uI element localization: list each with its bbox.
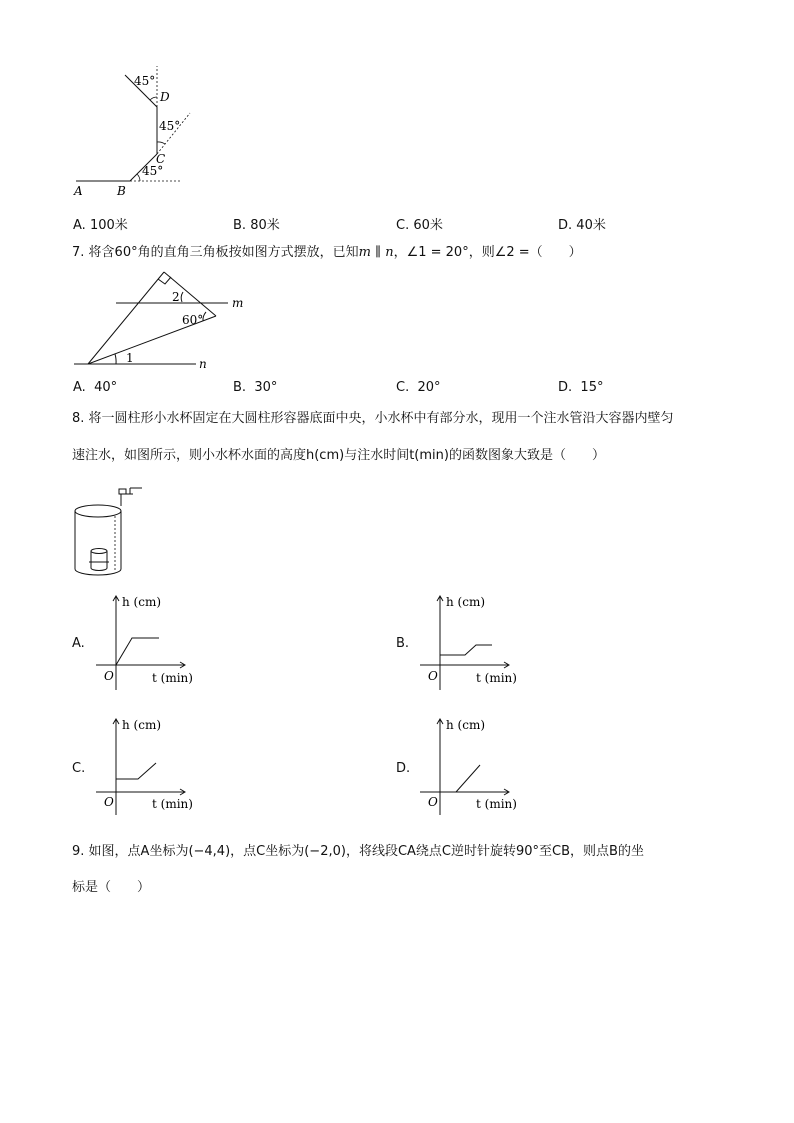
q8-graph-d-xlabel: t (min): [476, 797, 517, 811]
q6-option-text: 60米: [413, 218, 443, 233]
q8-graph-b-letter[interactable]: B.: [396, 636, 410, 651]
q8-line1: 将一圆柱形小水杯固定在大圆柱形容器底面中央，小水杯中有部分水，现用一个注水管沿大容器内壁匀: [88, 411, 674, 426]
q7-option-text: 30°: [254, 380, 278, 395]
q6-angle-mid: 45°: [159, 119, 181, 133]
q7-stem-part1: 将含60°角的直角三角板按如图方式摆放，已知: [88, 245, 359, 260]
q7-figure: [70, 268, 260, 373]
q6-option-letter: B.: [233, 218, 247, 233]
q8-number: 8.: [72, 411, 85, 426]
q8-graph-c-letter[interactable]: C.: [72, 761, 86, 776]
q6-option-b[interactable]: [233, 214, 280, 233]
q8-stem-line2: 速注水，如图所示，则小水杯水面的高度h(cm)与注水时间t(min)的函数图象大致是（ ）: [72, 448, 605, 463]
q7-option-text: 40°: [94, 380, 118, 395]
q7-option-b[interactable]: [233, 380, 277, 395]
q6-angle-top: 45°: [134, 74, 156, 88]
q6-option-a[interactable]: [73, 214, 128, 233]
q7-option-letter: B.: [233, 380, 247, 395]
q6-option-text: 80米: [250, 218, 280, 233]
q8-graph-d-letter[interactable]: D.: [396, 761, 411, 776]
q7-label-2: 2: [172, 290, 180, 304]
q7-stem: [72, 244, 582, 262]
q8-graph-b-origin: O: [428, 669, 438, 683]
q6-option-letter: A.: [73, 218, 86, 233]
q6-point-d: D: [160, 90, 170, 104]
q6-option-text: 40米: [576, 218, 606, 233]
q8-graph-d-ylabel: h (cm): [446, 718, 486, 732]
q7-option-a[interactable]: [73, 380, 117, 395]
q6-point-b: B: [117, 184, 126, 198]
q8-graph-c-ylabel: h (cm): [122, 718, 162, 732]
q8-graph-b[interactable]: [416, 590, 526, 692]
q9-stem-line1: [72, 843, 644, 861]
q7-number: 7.: [72, 245, 85, 260]
q6-option-letter: D.: [558, 218, 573, 233]
q6-point-c: C: [156, 152, 166, 166]
q7-label-n: n: [199, 357, 207, 371]
q6-option-text: 100米: [89, 218, 128, 233]
q8-graph-a-xlabel: t (min): [152, 671, 193, 685]
q7-label-1: 1: [126, 351, 134, 365]
q9-line1: 如图，点A坐标为(−4,4)，点C坐标为(−2,0)，将线段CA绕点C逆时针旋转90°至CB，则点B的坐: [88, 844, 644, 859]
q9-stem-line2: 标是（ ）: [72, 880, 151, 895]
q6-option-letter: C.: [396, 218, 410, 233]
q7-option-letter: C.: [396, 380, 410, 395]
q6-angle-bottom: 45°: [142, 164, 164, 178]
q6-figure: [70, 62, 200, 202]
q7-stem-part2: ，∠1 = 20°，则∠2 =（ ）: [393, 245, 582, 260]
q6-option-d[interactable]: [558, 214, 606, 233]
q8-graph-b-ylabel: h (cm): [446, 595, 486, 609]
q7-option-c[interactable]: [396, 380, 441, 395]
q9-number: 9.: [72, 844, 85, 859]
q8-stem-line1: [72, 410, 674, 428]
q8-graph-b-xlabel: t (min): [476, 671, 517, 685]
q7-option-letter: A.: [73, 380, 86, 395]
q8-graph-a[interactable]: [92, 590, 202, 692]
q7-label-60: 60°: [182, 313, 204, 327]
q8-graph-c-xlabel: t (min): [152, 797, 193, 811]
q8-graph-d-origin: O: [428, 795, 438, 809]
q7-option-letter: D.: [558, 380, 573, 395]
q8-graph-a-origin: O: [104, 669, 114, 683]
q8-graph-d[interactable]: [416, 713, 526, 815]
q6-point-a: A: [74, 184, 83, 198]
q7-option-text: 20°: [417, 380, 441, 395]
q7-stem-math: m ∥ n: [358, 245, 394, 260]
q6-option-c[interactable]: [396, 214, 443, 233]
q8-graph-c[interactable]: [92, 713, 202, 815]
q8-graph-a-letter[interactable]: A.: [72, 636, 85, 651]
q8-graph-c-origin: O: [104, 795, 114, 809]
q8-container-figure: [70, 478, 160, 582]
q7-option-text: 15°: [580, 380, 604, 395]
q8-graph-a-ylabel: h (cm): [122, 595, 162, 609]
q7-option-d[interactable]: [558, 380, 603, 395]
q7-label-m: m: [232, 296, 244, 310]
